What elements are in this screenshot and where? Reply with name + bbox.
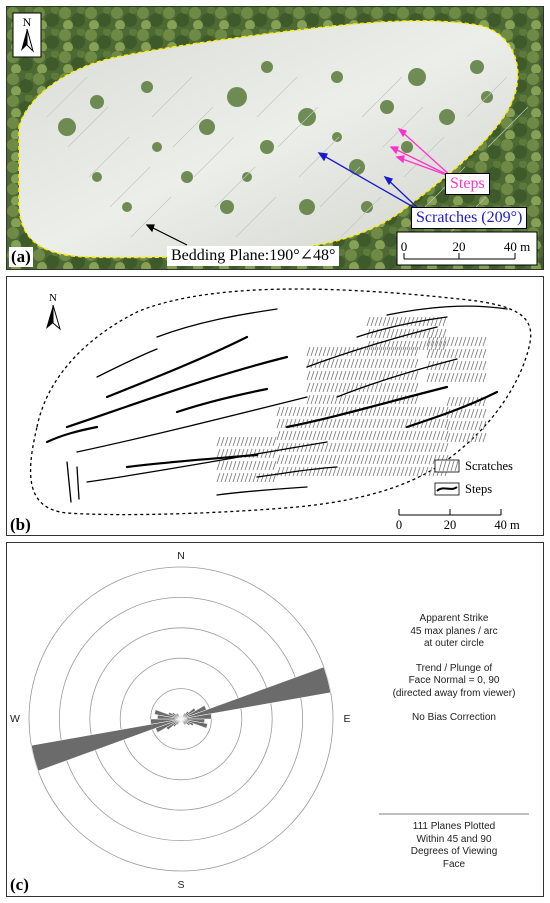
panel-c-letter: (c) — [10, 875, 29, 894]
rose-info-text — [379, 613, 529, 725]
shrub-patch — [141, 81, 153, 93]
info-line: at outer circle — [423, 638, 485, 649]
north-arrow-a — [13, 13, 41, 57]
scale-b-tick-40: 40 m — [494, 518, 520, 532]
shrub-patch — [408, 68, 426, 86]
shrub-patch — [92, 172, 102, 182]
panel-b-sketch — [6, 276, 544, 536]
shrub-patch — [152, 142, 162, 152]
shrub-patch — [332, 132, 342, 142]
shrub-patch — [401, 141, 413, 153]
shrub-patch — [181, 171, 193, 183]
scale-b-tick-20: 20 — [443, 518, 457, 532]
rose-summary-text — [379, 821, 529, 871]
north-arrow-b — [46, 292, 60, 329]
rose-petal — [181, 667, 331, 719]
panel-b-letter: (b) — [10, 515, 31, 534]
info-line — [379, 651, 529, 663]
panel-a-letter: (a) — [11, 247, 31, 266]
scale-a-tick-40: 40 m — [503, 239, 531, 254]
shrub-patch — [439, 109, 455, 125]
info-line: (directed away from viewer) — [392, 687, 516, 699]
panel-c-rose — [6, 542, 544, 897]
shrub-patch — [299, 199, 315, 215]
scratch-hatch — [483, 433, 486, 442]
shrub-patch — [331, 71, 343, 83]
bedding-plane-label: Bedding Plane:190°∠48° — [167, 246, 339, 266]
north-label-a: N — [22, 15, 32, 29]
compass-west: W — [10, 713, 20, 725]
shrub-patch — [90, 95, 104, 109]
legend-b — [435, 459, 513, 496]
info-line: Apparent Strike — [419, 613, 489, 624]
aerial-photo — [7, 7, 543, 269]
legend-steps-label: Steps — [465, 482, 493, 496]
summary-line: 111 Planes Plotted — [412, 821, 496, 832]
shrub-patch — [380, 100, 394, 114]
scale-bar-b — [396, 509, 520, 532]
shrub-patch — [58, 118, 76, 136]
scale-a-tick-0: 0 — [400, 239, 408, 254]
rose-petal — [31, 719, 181, 771]
info-line: No Bias Correction — [412, 712, 496, 723]
shrub-patch — [227, 87, 247, 107]
shrub-patch — [122, 202, 132, 212]
compass-east: E — [343, 713, 351, 725]
summary-line: Within 45 and 90 — [416, 833, 492, 845]
scratch-hatch — [479, 433, 482, 442]
rose-petals — [31, 667, 330, 771]
legend-scratches-label: Scratches — [465, 459, 513, 473]
shrub-patch — [349, 159, 365, 175]
compass-north: N — [177, 550, 185, 562]
info-line: Face Normal = 0, 90 — [408, 675, 500, 686]
steps-label: Steps — [445, 173, 490, 195]
info-line: Trend / Plunge of — [415, 662, 493, 674]
info-line — [379, 700, 529, 712]
summary-line: Face — [442, 858, 466, 870]
shrub-patch — [220, 200, 234, 214]
shrub-patch — [242, 172, 252, 182]
panel-a-photo — [6, 6, 544, 270]
scratches-label: Scratches (209°) — [411, 207, 527, 229]
scale-b-tick-0: 0 — [395, 518, 403, 532]
shrub-patch — [260, 140, 274, 154]
scale-a-tick-20: 20 — [452, 239, 466, 254]
sketch-boundary — [31, 289, 531, 515]
shrub-patch — [298, 108, 316, 126]
shrub-patch — [470, 60, 484, 74]
shrub-patch — [261, 61, 273, 73]
summary-line: Degrees of Viewing — [410, 846, 498, 857]
scale-bar-a — [397, 232, 537, 265]
compass-south: S — [177, 879, 185, 891]
shrub-patch — [199, 119, 215, 135]
structure-sketch — [7, 277, 543, 535]
info-line: 45 max planes / arc — [410, 625, 498, 637]
north-label-b: N — [49, 292, 57, 304]
